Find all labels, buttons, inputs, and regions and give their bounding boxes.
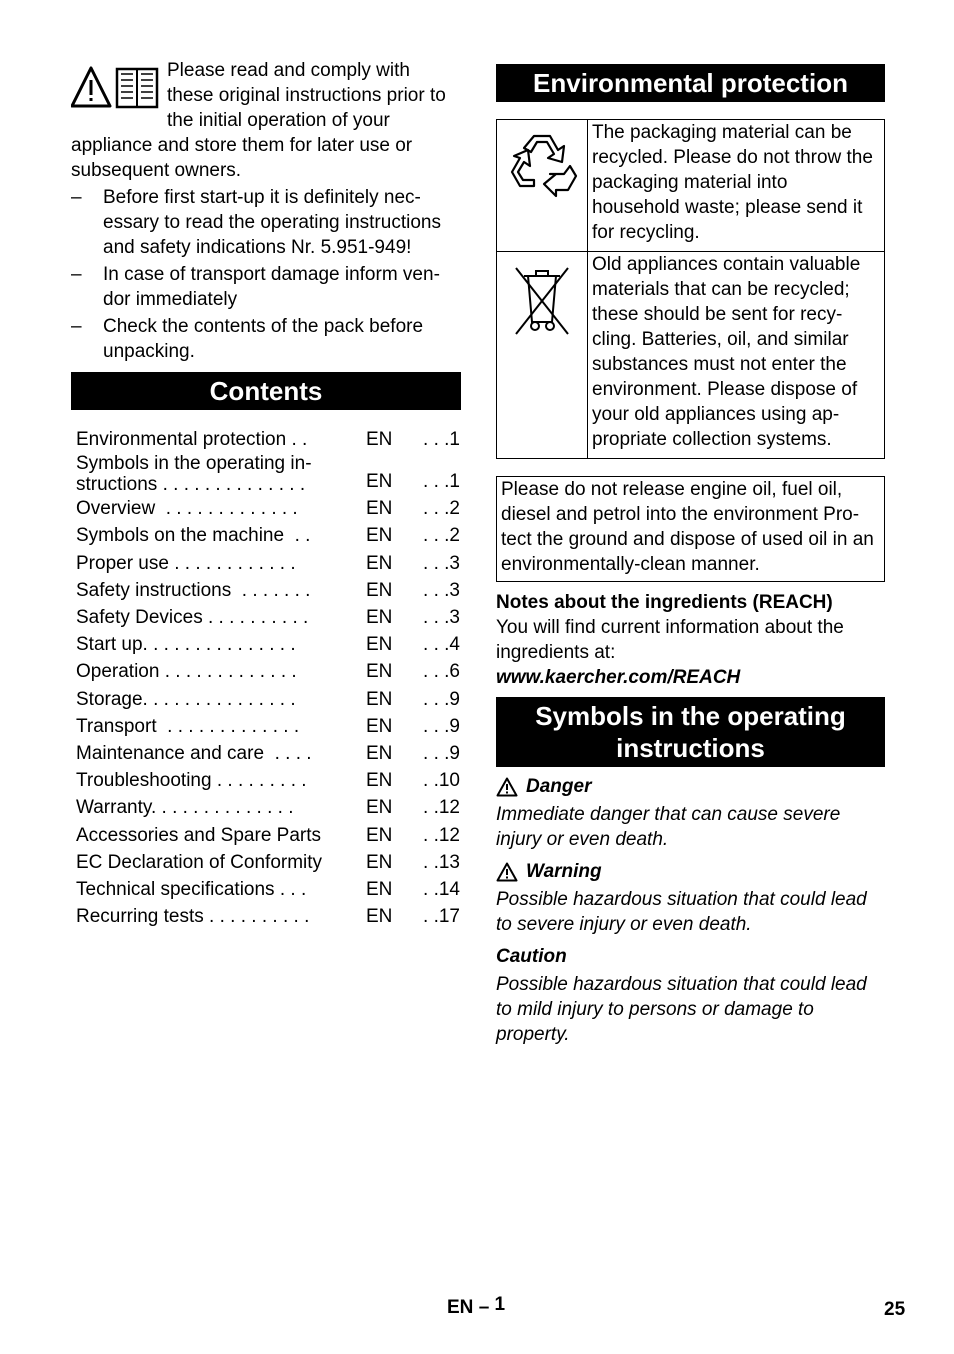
caution-text: Possible hazardous situation that could lead to mild injury to persons or damage to property. (496, 974, 867, 1045)
toc-row[interactable]: Maintenance and care . . . . EN . . .9 (76, 743, 460, 765)
toc-row[interactable]: Safety instructions . . . . . . . EN . . .3 (76, 579, 460, 601)
symbols-heading: Symbols in the operating instructions (496, 697, 885, 767)
warning-label: Warning (496, 858, 885, 885)
toc-row[interactable]: Technical specifications . . . EN . .14 (76, 879, 460, 901)
warning-triangle-icon (496, 777, 518, 797)
toc-row[interactable]: Overview . . . . . . . . . . . . . EN . . .2 (76, 498, 460, 520)
intro-list (71, 185, 461, 364)
intro-text: Please read and comply with these original instructions prior to the initial operation of your appliance and store them for later use or subsequent owners. (71, 60, 446, 181)
reach-link[interactable]: www.kaercher.com/REACH (496, 667, 741, 688)
contents-heading: Contents (71, 372, 461, 410)
caution-label: Caution (496, 946, 567, 967)
danger-text: Immediate danger that can cause severe injury or even death. (496, 804, 841, 850)
toc-row[interactable]: Storage. . . . . . . . . . . . . . . EN . . .9 (76, 688, 460, 710)
reach-text: You will find current information about the ingredients at: (496, 617, 844, 663)
toc-row[interactable]: EC Declaration of Conformity EN . .13 (76, 851, 460, 873)
toc-row[interactable]: Transport . . . . . . . . . . . . . EN . . .9 (76, 715, 460, 737)
warning-manual-icon (71, 66, 163, 110)
danger-label: Danger (496, 773, 885, 800)
left-column (71, 58, 461, 930)
list-item: – In case of transport damage inform vendor immediately (71, 264, 440, 310)
recycle-text: The packaging material can be recycled. Please do not throw the packaging material into household waste; please send it for recycling. (588, 120, 885, 252)
recycle-icon (504, 130, 580, 208)
warning-triangle-icon (496, 862, 518, 882)
bin-icon-cell (497, 252, 588, 459)
old-appliances-text: Old appliances contain valuable materials that can be recycled; these should be sent for recycling. Batteries, oil, and similar substances must not enter the environment. Please dispose of your old appliances using appropriate collection systems. (588, 252, 885, 459)
crossed-bin-icon (510, 262, 574, 338)
environment-heading: Environmental protection (496, 64, 885, 102)
toc-row[interactable]: Safety Devices . . . . . . . . . . EN . . .3 (76, 607, 460, 629)
table-row (497, 252, 885, 459)
warning-text: Possible hazardous situation that could lead to severe injury or even death. (496, 889, 867, 935)
table-of-contents (71, 426, 461, 930)
toc-row[interactable]: Accessories and Spare Parts EN . .12 (76, 824, 460, 846)
toc-row[interactable]: Symbols in the operating in- structions . . . . . . . . . . . . . . EN . . .1 (76, 453, 460, 496)
toc-row[interactable]: Symbols on the machine . . EN . . .2 (76, 525, 460, 547)
table-row (497, 120, 885, 252)
list-item: – Check the contents of the pack before unpacking. (71, 316, 424, 362)
list-item: – Before first start-up it is definitely necessary to read the operating instructions and safety indications Nr. 5.951-949! (71, 187, 441, 258)
footer-local-page: EN – 1 (447, 1294, 506, 1318)
toc-row[interactable]: Operation . . . . . . . . . . . . . EN . . .6 (76, 661, 460, 683)
intro-section (71, 58, 461, 364)
toc-row[interactable]: Recurring tests . . . . . . . . . . EN . .17 (76, 906, 460, 928)
toc-row[interactable]: Warranty. . . . . . . . . . . . . . EN . .12 (76, 797, 460, 819)
right-column (496, 64, 885, 1047)
recycle-icon-cell (497, 120, 588, 252)
toc-row[interactable]: Proper use . . . . . . . . . . . . EN . . .3 (76, 552, 460, 574)
oil-notice-box: Please do not release engine oil, fuel oil, diesel and petrol into the environment Protect the ground and dispose of used oil in an environmentally-clean manner. (496, 476, 885, 582)
toc-row[interactable]: Environmental protection . . EN . . .1 (76, 429, 460, 450)
toc-row[interactable]: Troubleshooting . . . . . . . . . EN . .10 (76, 770, 460, 792)
reach-heading: Notes about the ingredients (REACH) (496, 592, 833, 613)
page-number: 25 (884, 1299, 906, 1320)
toc-row[interactable]: Start up. . . . . . . . . . . . . . . EN . . .4 (76, 634, 460, 656)
environment-table (496, 119, 885, 459)
